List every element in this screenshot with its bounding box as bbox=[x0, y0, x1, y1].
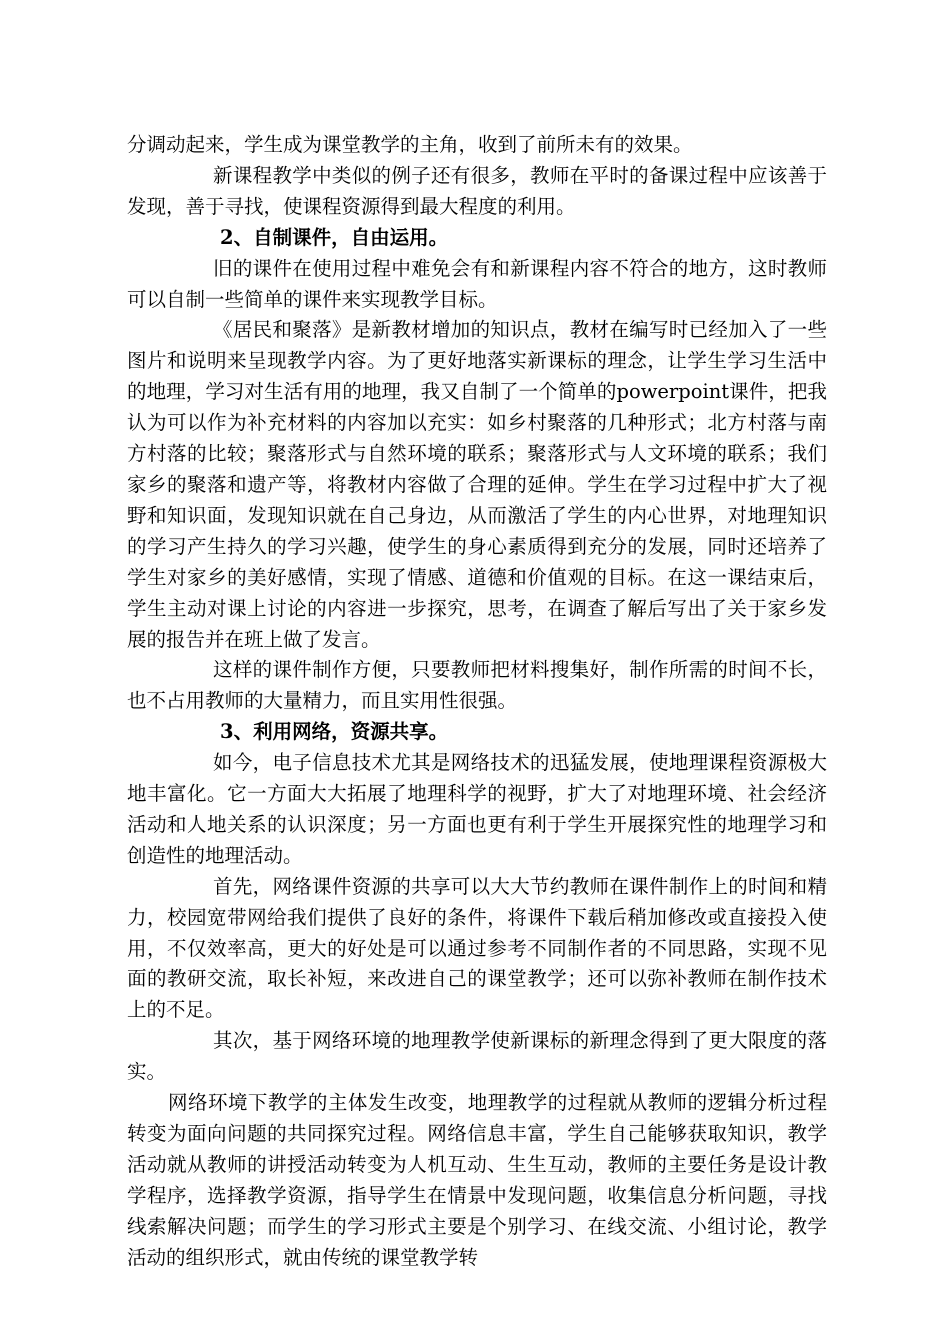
paragraph-old-courseware: 旧的课件在使用过程中难免会有和新课程内容不符合的地方，这时教师可以自制一些简单的课件来实现教学目标。 bbox=[127, 256, 827, 311]
section-heading-network-sharing: 3、利用网络，资源共享。 bbox=[220, 720, 449, 744]
paragraph-settlement-lesson: 《居民和聚落》是新教材增加的知识点，教材在编写时已经加入了一些图片和说明来呈现教学内容。为了更好地落实新课标的理念，让学生学习生活中的地理，学习对生活有用的地理，我又自制了一个简单的powerpoint课件，把我认为可以作为补充材料的内容加以充实：如乡村聚落的几种形式；北方村落与南方村落的比较；聚落形式与自然环境的联系；聚落形式与人文环境的联系；我们家乡的聚落和遗产等，将教材内容做了合理的延伸。学生在学习过程中扩大了视野和知识面，发现知识就在自己身边，从而激活了学生的内心世界，对地理知识的学习产生持久的学习兴趣，使学生的身心素质得到充分的发展，同时还培养了学生对家乡的美好感情，实现了情感、道德和价值观的目标。在这一课结束后，学生主动对课上讨论的内容进一步探究，思考，在调查了解后写出了关于家乡发展的报告并在班上做了发言。 bbox=[127, 318, 827, 651]
paragraph-second-network-teaching: 其次，基于网络环境的地理教学使新课标的新理念得到了更大限度的落实。 bbox=[127, 1029, 827, 1084]
document-page bbox=[127, 130, 827, 1274]
paragraph-continuation: 分调动起来，学生成为课堂教学的主角，收到了前所未有的效果。 bbox=[127, 133, 693, 156]
paragraph-first-resource-sharing: 首先，网络课件资源的共享可以大大节约教师在课件制作上的时间和精力，校园宽带网给我们提供了良好的条件，将课件下载后稍加修改或直接投入使用，不仅效率高，更大的好处是可以通过参考不同制作者的不同思路，实现不见面的教研交流，取长补短，来改进自己的课堂教学；还可以弥补教师在制作技术上的不足。 bbox=[127, 874, 827, 1022]
paragraph-network-technology: 如今，电子信息技术尤其是网络技术的迅猛发展，使地理课程资源极大地丰富化。它一方面大大拓展了地理科学的视野，扩大了对地理环境、社会经济活动和人地关系的认识深度；另一方面也更有利于学生开展探究性的地理学习和创造性的地理活动。 bbox=[127, 751, 827, 867]
paragraph-courseware-convenience: 这样的课件制作方便，只要教师把材料搜集好，制作所需的时间不长，也不占用教师的大量精力，而且实用性很强。 bbox=[127, 658, 827, 713]
paragraph-network-environment: 网络环境下教学的主体发生改变，地理教学的过程就从教师的逻辑分析过程转变为面向问题的共同探究过程。网络信息丰富，学生自己能够获取知识，教学活动就从教师的讲授活动转变为人机互动、生生互动，教师的主要任务是设计教学程序，选择教学资源，指导学生在情景中发现问题，收集信息分析问题，寻找线索解决问题；而学生的学习形式主要是个别学习、在线交流、小组讨论，教学活动的组织形式，就由传统的课堂教学转 bbox=[127, 1091, 827, 1269]
section-heading-self-made-courseware: 2、自制课件，自由运用。 bbox=[220, 225, 449, 249]
paragraph-resource-discovery: 新课程教学中类似的例子还有很多，教师在平时的备课过程中应该善于发现，善于寻找，使课程资源得到最大程度的利用。 bbox=[127, 163, 827, 218]
